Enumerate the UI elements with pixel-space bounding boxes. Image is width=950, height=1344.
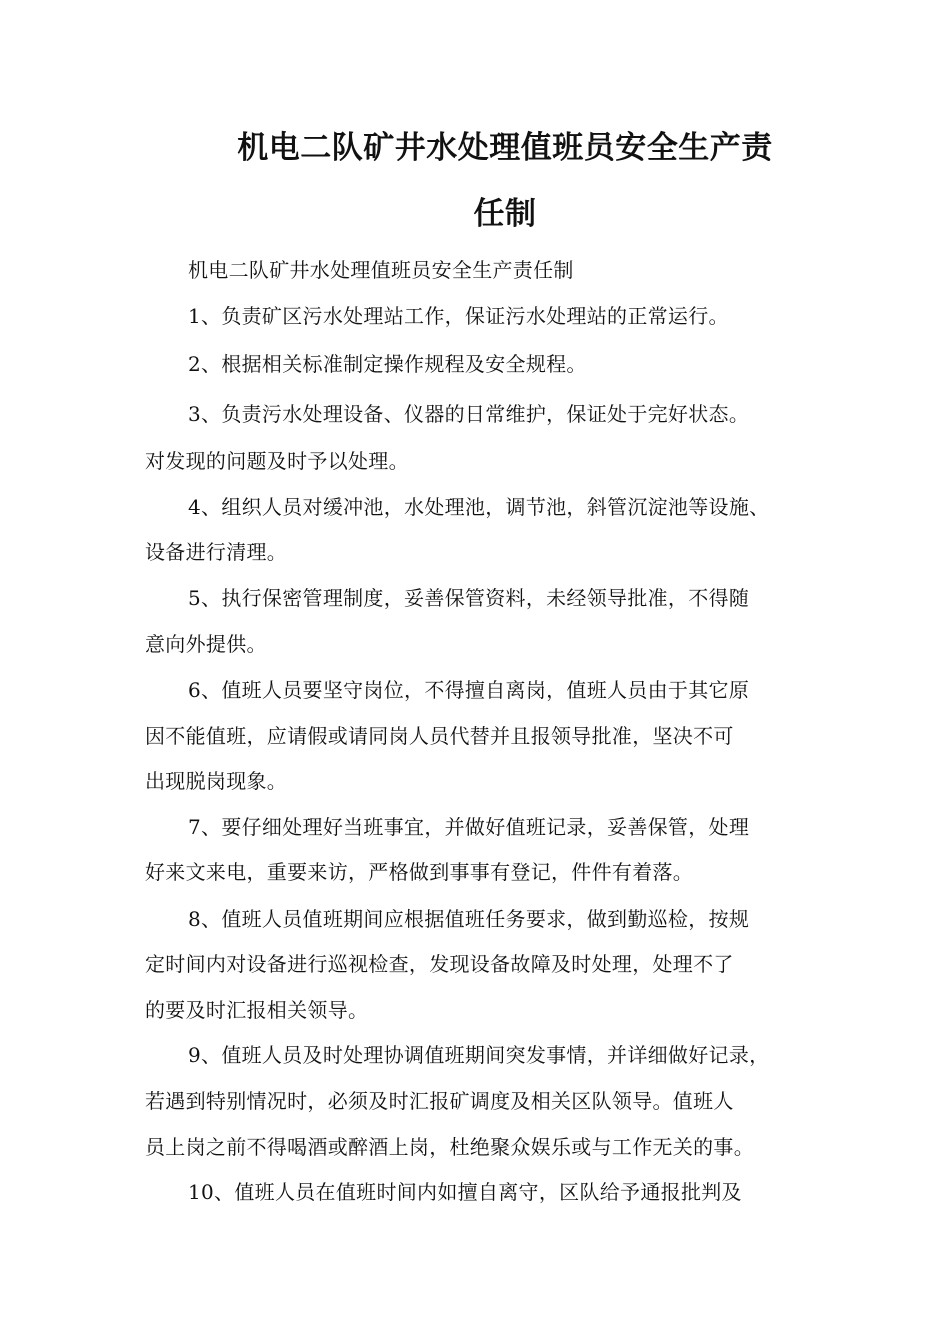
body-line: 2、根据相关标准制定操作规程及安全规程。 <box>188 352 587 376</box>
body-line: 的要及时汇报相关领导。 <box>145 998 369 1022</box>
body-line: 9、值班人员及时处理协调值班期间突发事情，并详细做好记录， <box>188 1043 770 1067</box>
body-line: 4、组织人员对缓冲池，水处理池，调节池，斜管沉淀池等设施、 <box>188 495 770 519</box>
body-line: 7、要仔细处理好当班事宜，并做好值班记录，妥善保管，处理 <box>188 815 750 839</box>
body-line: 员上岗之前不得喝酒或醉酒上岗，杜绝聚众娱乐或与工作无关的事。 <box>145 1135 754 1159</box>
document-title-line-1: 机电二队矿井水处理值班员安全生产责 <box>237 130 773 166</box>
body-line: 机电二队矿井水处理值班员安全生产责任制 <box>188 258 574 282</box>
body-line: 对发现的问题及时予以处理。 <box>145 449 409 473</box>
body-line: 好来文来电，重要来访，严格做到事事有登记，件件有着落。 <box>145 860 694 884</box>
body-line: 设备进行清理。 <box>145 540 288 564</box>
body-line: 5、执行保密管理制度，妥善保管资料，未经领导批准，不得随 <box>188 586 750 610</box>
body-line: 若遇到特别情况时，必须及时汇报矿调度及相关区队领导。值班人 <box>145 1089 734 1113</box>
body-line: 10、值班人员在值班时间内如擅自离守，区队给予通报批判及 <box>188 1180 742 1204</box>
body-line: 定时间内对设备进行巡视检查，发现设备故障及时处理，处理不了 <box>145 952 734 976</box>
body-line: 因不能值班，应请假或请同岗人员代替并且报领导批准，坚决不可 <box>145 724 734 748</box>
body-line: 3、负责污水处理设备、仪器的日常维护，保证处于完好状态。 <box>188 402 750 426</box>
body-line: 8、值班人员值班期间应根据值班任务要求，做到勤巡检，按规 <box>188 907 750 931</box>
body-line: 意向外提供。 <box>145 632 267 656</box>
body-line: 出现脱岗现象。 <box>145 769 288 793</box>
document-title-line-2: 任制 <box>473 196 537 232</box>
body-line: 6、值班人员要坚守岗位，不得擅自离岗，值班人员由于其它原 <box>188 678 750 702</box>
body-line: 1、负责矿区污水处理站工作，保证污水处理站的正常运行。 <box>188 304 729 328</box>
